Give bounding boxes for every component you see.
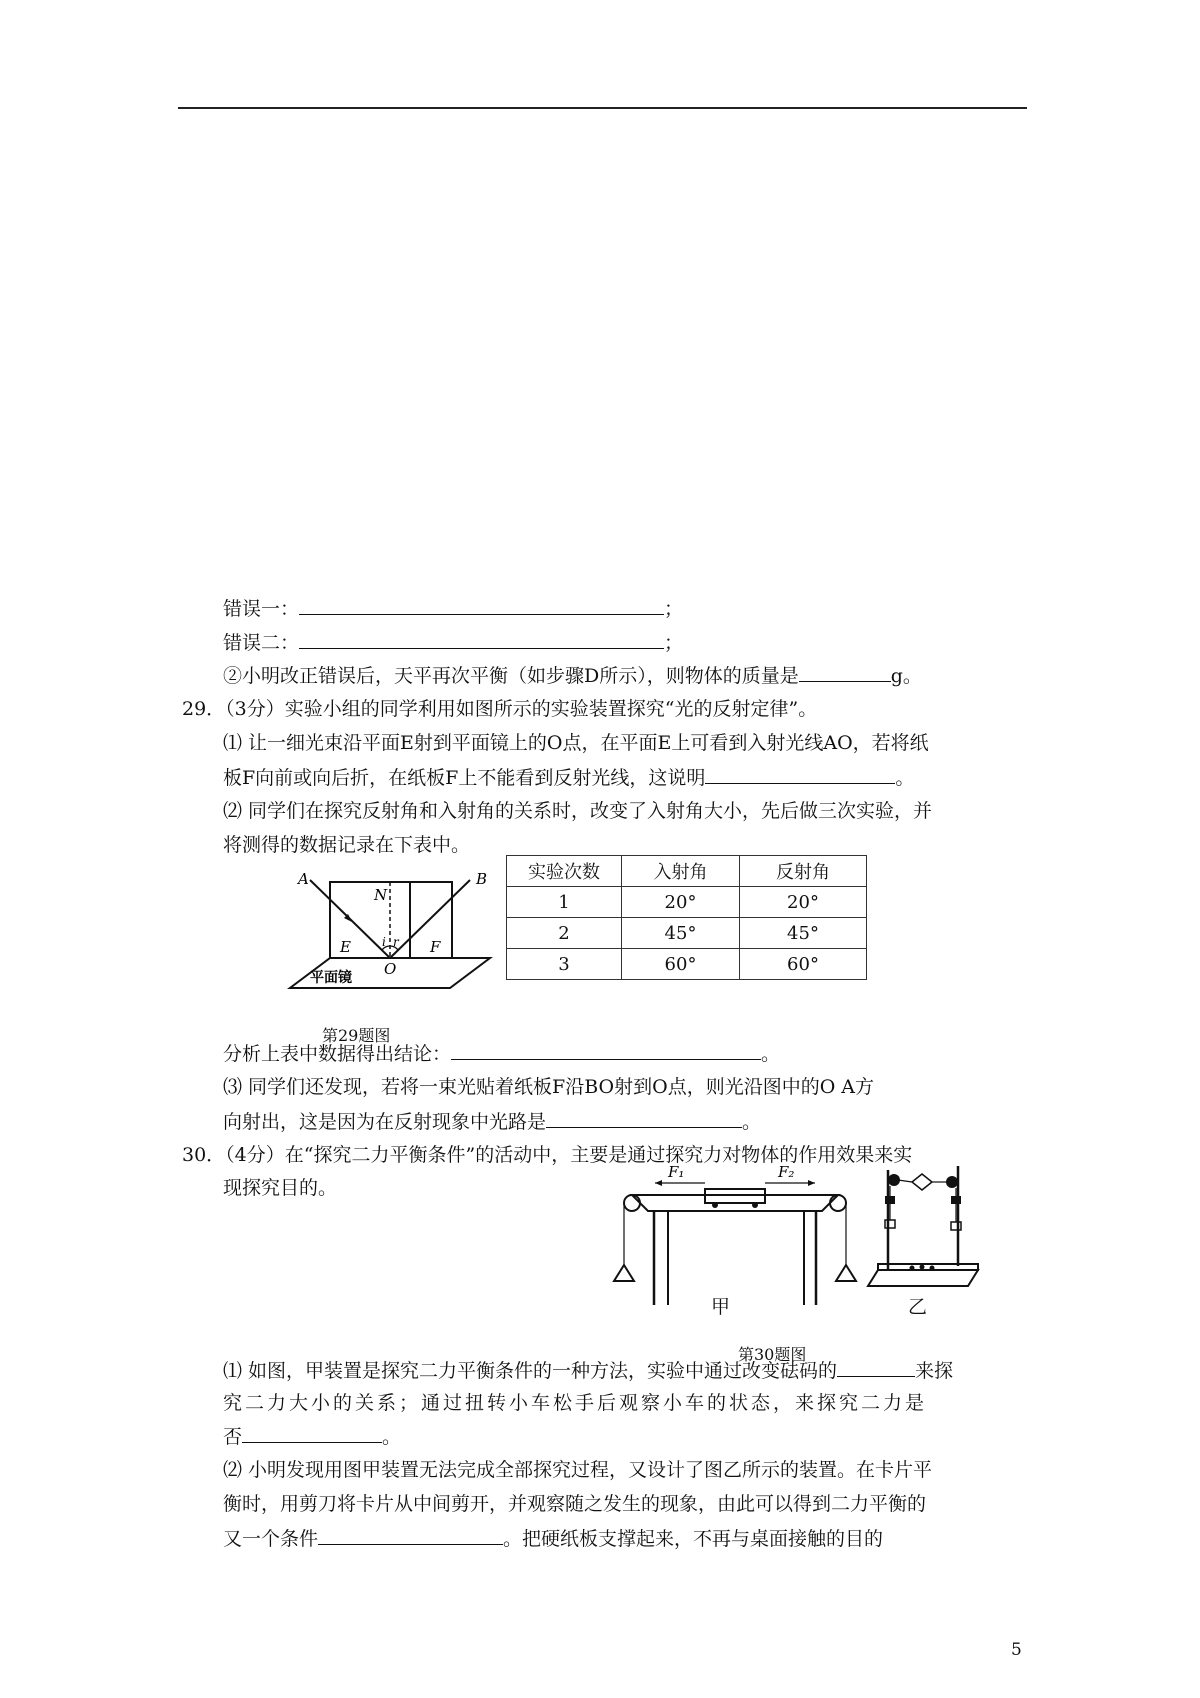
pulley-left bbox=[624, 1195, 640, 1211]
weight-right bbox=[836, 1265, 856, 1281]
base-item bbox=[920, 1265, 925, 1270]
table-cell: 45° bbox=[622, 918, 740, 949]
error-one-label: 错误一： bbox=[223, 597, 300, 620]
card-apparatus bbox=[860, 1160, 990, 1290]
base-item bbox=[930, 1266, 935, 1271]
q30-title-line2: 现探究目的。 bbox=[223, 1177, 338, 1199]
q29-caption: 第29题图 bbox=[322, 1026, 391, 1045]
error-two-line bbox=[223, 627, 683, 655]
table-cell: 60° bbox=[622, 949, 740, 980]
q29-title: 29．（3分）实验小组的同学利用如图所示的实验装置探究“光的反射定律”。 bbox=[182, 698, 818, 720]
q29-p1-line1: ⑴ 让一细光束沿平面E射到平面镜上的O点，在平面E上可看到入射光线AO，若将纸 bbox=[223, 732, 929, 754]
label-e: E bbox=[340, 938, 351, 956]
table-header: 入射角 bbox=[622, 856, 740, 887]
q29-conclusion-blank[interactable] bbox=[451, 1038, 761, 1060]
mass-question: ②小明改正错误后，天平再次平衡（如步骤D所示），则物体的质量是 bbox=[223, 664, 799, 687]
mass-line bbox=[223, 660, 922, 688]
q30-p1-end: 来探 bbox=[915, 1359, 954, 1382]
weight-left bbox=[885, 1196, 895, 1204]
base-item bbox=[910, 1266, 915, 1271]
error-one-end: ； bbox=[664, 597, 684, 620]
q30-p2-blank[interactable] bbox=[318, 1523, 503, 1545]
reflection-table bbox=[506, 855, 867, 980]
label-jia: 甲 bbox=[711, 1296, 731, 1318]
table-cell: 45° bbox=[740, 918, 867, 949]
q30-p1-text: ⑴ 如图，甲装置是探究二力平衡条件的一种方法，实验中通过改变砝码的 bbox=[223, 1359, 838, 1382]
q30-p1-line2: 究二力大小的关系；通过扭转小车松手后观察小车的状态，来探究二力是 bbox=[223, 1392, 928, 1414]
q29-p2-line2: 将测得的数据记录在下表中。 bbox=[223, 834, 471, 856]
label-a: A bbox=[298, 870, 309, 888]
q29-p3-line1: ⑶ 同学们还发现，若将一束光贴着纸板F沿BO射到O点，则光沿图中的O A方 bbox=[223, 1076, 875, 1098]
header-rule bbox=[178, 107, 1027, 109]
table-row bbox=[507, 949, 867, 980]
cart-apparatus bbox=[610, 1165, 860, 1320]
table-cell: 20° bbox=[622, 887, 740, 918]
table-cell: 3 bbox=[507, 949, 622, 980]
q29-p3-blank[interactable] bbox=[546, 1106, 742, 1128]
q30-p1-line3-end: 。 bbox=[382, 1425, 402, 1448]
label-f: F bbox=[430, 938, 441, 956]
q29-p1-end: 。 bbox=[895, 766, 915, 789]
table-header-row bbox=[507, 856, 867, 887]
force-arrowhead-left bbox=[655, 1180, 662, 1186]
label-o: O bbox=[384, 960, 397, 978]
error-one-blank[interactable] bbox=[299, 593, 664, 615]
error-two-end: ； bbox=[664, 631, 684, 654]
mass-unit: g。 bbox=[890, 664, 922, 687]
q29-p1-blank[interactable] bbox=[705, 762, 895, 784]
q30-p2-line2: 衡时，用剪刀将卡片从中间剪开，并观察随之发生的现象，由此可以得到二力平衡的 bbox=[223, 1493, 927, 1515]
q30-p2-line3 bbox=[223, 1523, 883, 1551]
q30-caption: 第30题图 bbox=[738, 1345, 807, 1364]
base-board bbox=[868, 1270, 978, 1286]
q30-p1-blank[interactable] bbox=[837, 1355, 915, 1377]
cart-wheel bbox=[752, 1202, 758, 1208]
table-cell: 2 bbox=[507, 918, 622, 949]
string-left bbox=[898, 1180, 912, 1182]
q30-p2-line3-end: 。把硬纸板支撑起来，不再与桌面接触的目的 bbox=[503, 1527, 884, 1550]
q30-p2-line3-text: 又一个条件 bbox=[223, 1527, 319, 1550]
weight-left-2 bbox=[885, 1220, 895, 1228]
label-f2: F₂ bbox=[778, 1163, 795, 1181]
table-header: 反射角 bbox=[740, 856, 867, 887]
table-cell: 1 bbox=[507, 887, 622, 918]
q30-p1-line3-blank[interactable] bbox=[242, 1421, 382, 1443]
label-mirror: 平面镜 bbox=[310, 970, 352, 986]
table-cell: 60° bbox=[740, 949, 867, 980]
error-two-blank[interactable] bbox=[299, 627, 664, 649]
table-header: 实验次数 bbox=[507, 856, 622, 887]
table-row bbox=[507, 918, 867, 949]
force-arrowhead-right bbox=[808, 1180, 815, 1186]
label-b: B bbox=[476, 870, 488, 888]
weight-right bbox=[951, 1196, 961, 1204]
label-yi: 乙 bbox=[908, 1296, 928, 1318]
error-one-line bbox=[223, 593, 683, 621]
q29-conclusion-line bbox=[223, 1038, 780, 1066]
q29-p1-text: 板F向前或向后折，在纸板F上不能看到反射光线，这说明 bbox=[223, 766, 706, 789]
table-row bbox=[507, 887, 867, 918]
mass-blank[interactable] bbox=[799, 660, 891, 682]
q29-conclusion-end: 。 bbox=[761, 1042, 781, 1065]
q29-p3-line2 bbox=[223, 1106, 761, 1134]
q29-p3-end: 。 bbox=[742, 1110, 762, 1133]
weight-left bbox=[614, 1265, 634, 1281]
label-i: i bbox=[382, 935, 386, 949]
error-two-label: 错误二： bbox=[223, 631, 300, 654]
q30-p2-line1: ⑵ 小明发现用图甲装置无法完成全部探究过程，又设计了图乙所示的装置。在卡片平 bbox=[223, 1459, 933, 1481]
label-f1: F₁ bbox=[668, 1163, 685, 1181]
page-number: 5 bbox=[1011, 1640, 1022, 1660]
q29-p2-line1: ⑵ 同学们在探究反射角和入射角的关系时，改变了入射角大小，先后做三次实验，并 bbox=[223, 800, 933, 822]
card bbox=[912, 1174, 932, 1190]
q29-conclusion-label: 分析上表中数据得出结论： bbox=[223, 1042, 452, 1065]
q30-p1-line1 bbox=[223, 1355, 953, 1383]
q30-title-line1: 30．（4分）在“探究二力平衡条件”的活动中，主要是通过探究力对物体的作用效果来实 bbox=[182, 1144, 913, 1166]
q30-p1-line3 bbox=[223, 1421, 401, 1449]
q29-p3-text: 向射出，这是因为在反射现象中光路是 bbox=[223, 1110, 547, 1133]
label-n: N bbox=[374, 886, 388, 904]
base-top bbox=[878, 1264, 978, 1270]
pulley-right bbox=[830, 1195, 846, 1211]
weight-right-2 bbox=[951, 1222, 961, 1230]
cart-wheel bbox=[712, 1202, 718, 1208]
q30-p1-line3-text: 否 bbox=[223, 1425, 243, 1448]
reflection-diagram bbox=[290, 870, 500, 1030]
q29-p1-line2 bbox=[223, 762, 914, 790]
table-cell: 20° bbox=[740, 887, 867, 918]
label-r: r bbox=[393, 935, 399, 949]
